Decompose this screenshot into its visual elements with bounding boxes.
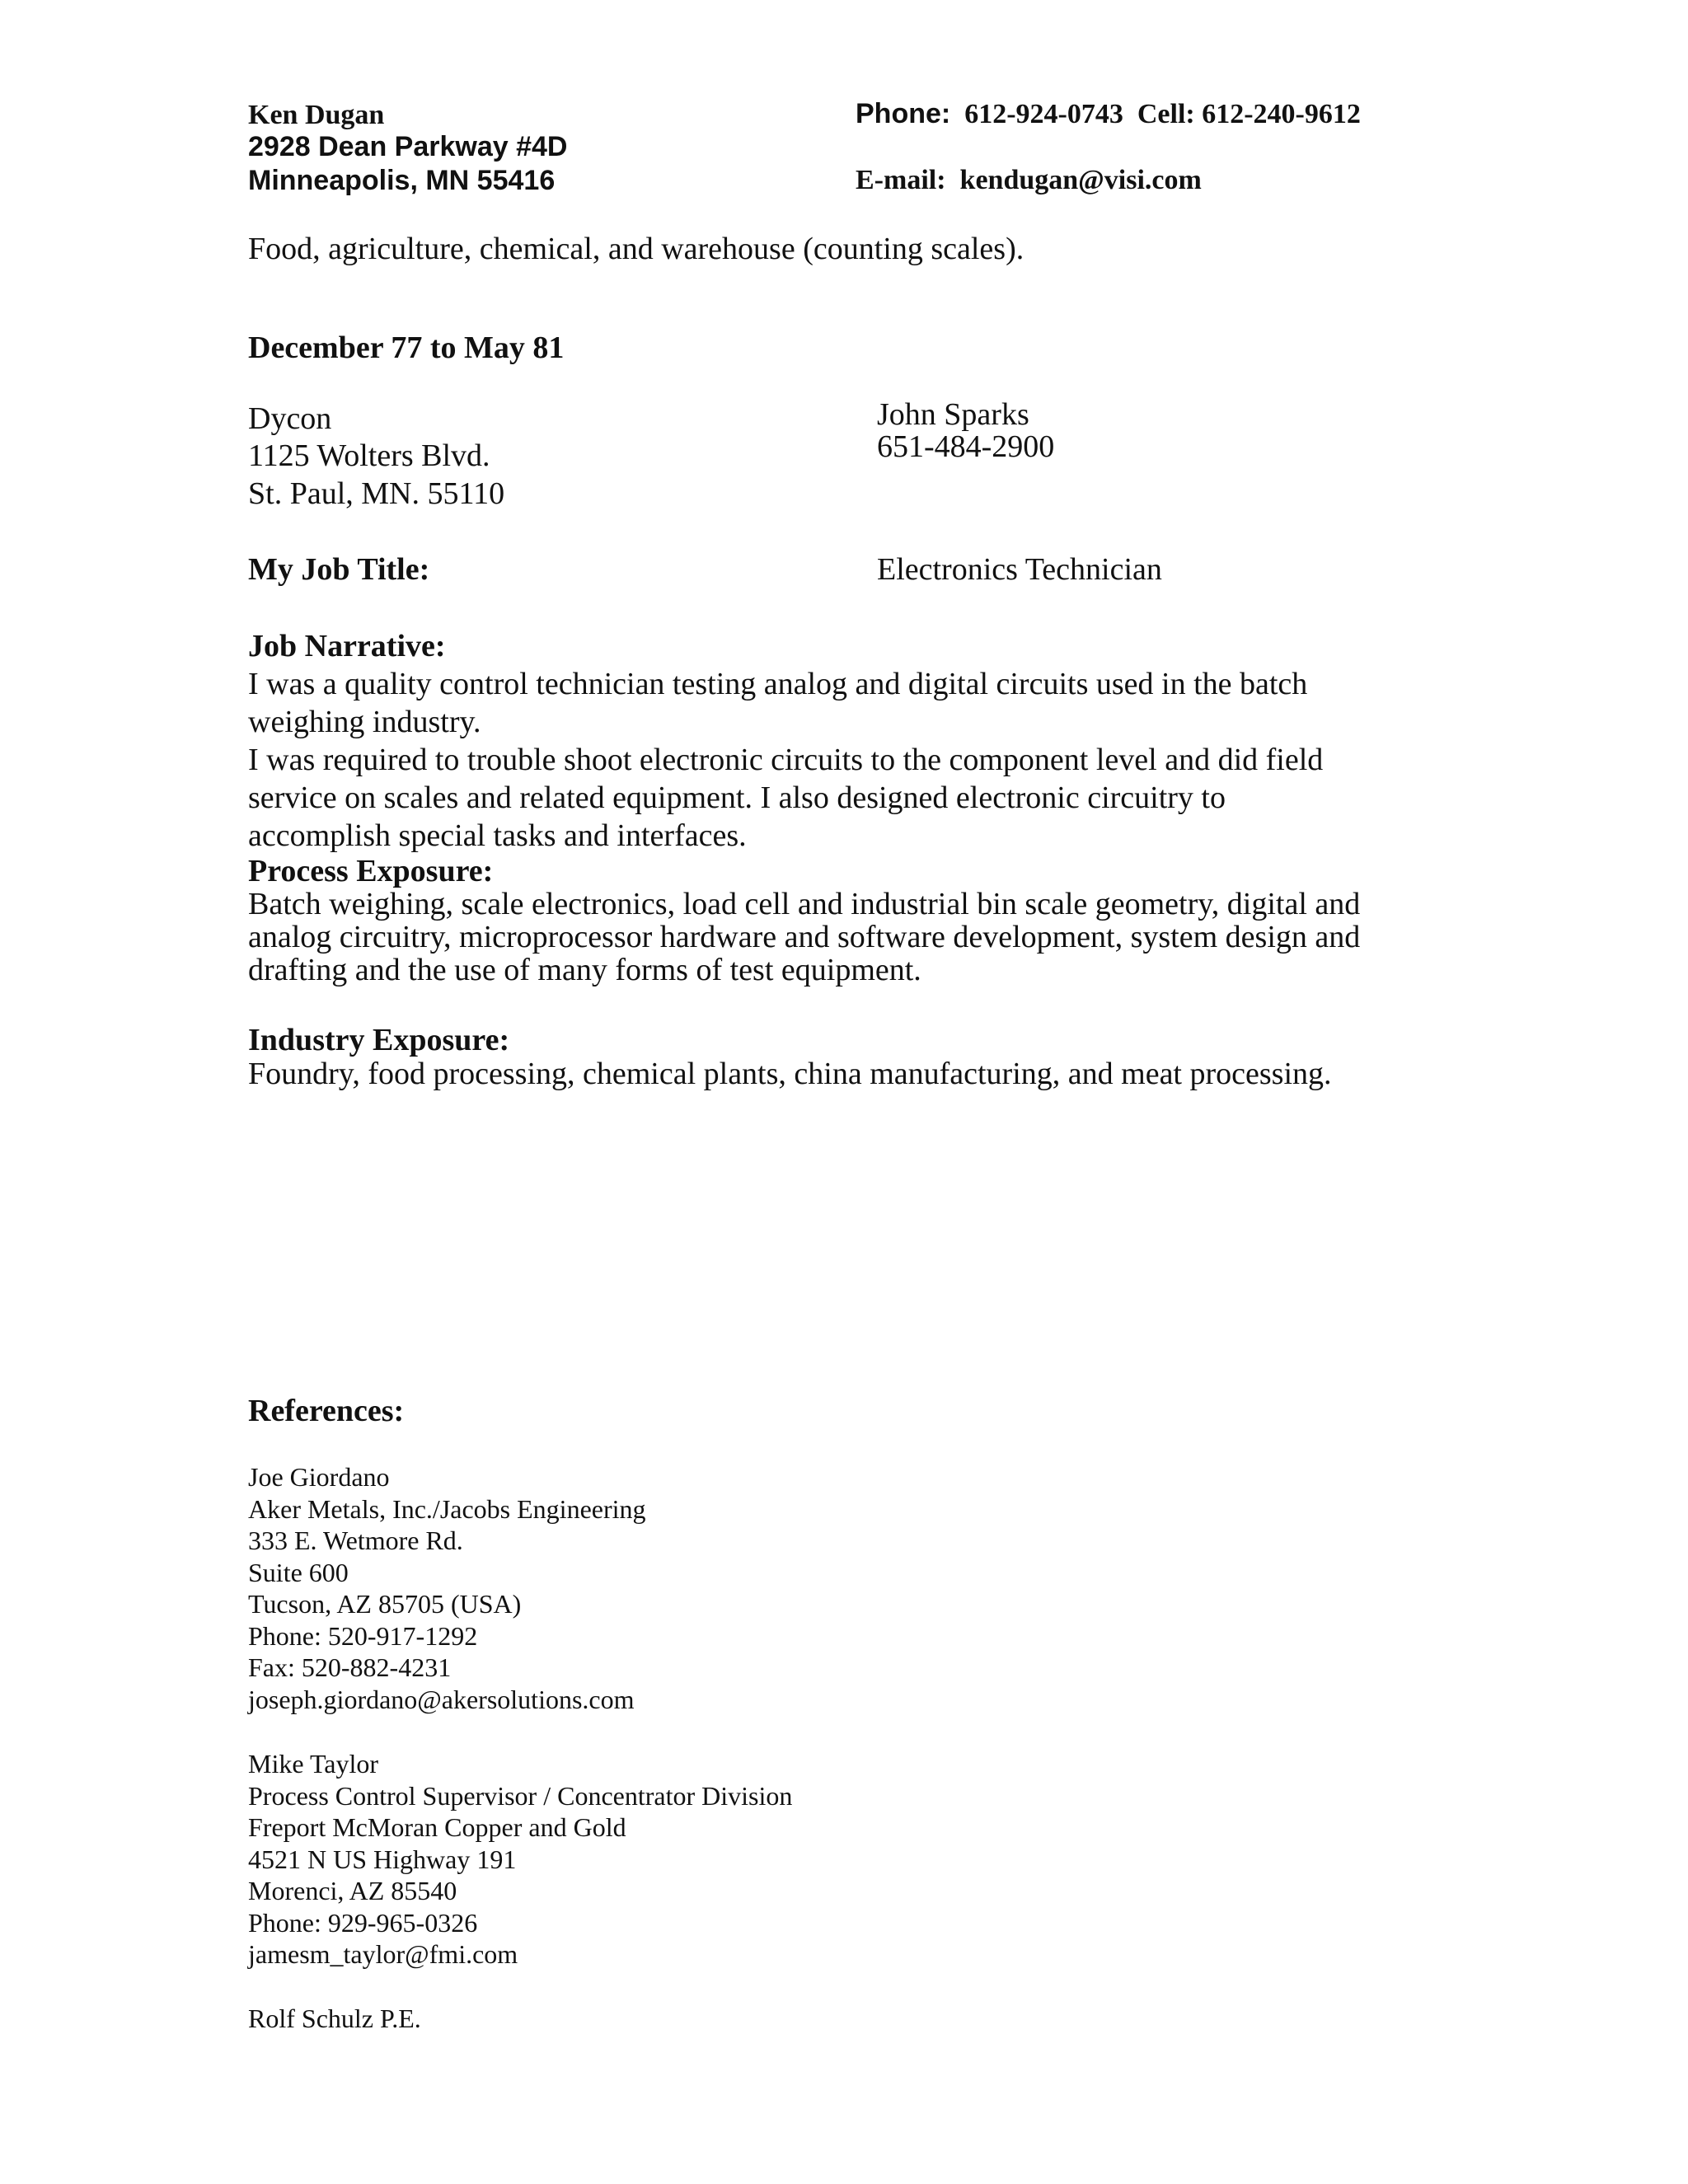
reference-taylor bbox=[248, 1748, 792, 1971]
cell-label: Cell: bbox=[1137, 99, 1195, 129]
reference-name: Mike Taylor bbox=[248, 1749, 379, 1779]
process-line: drafting and the use of many forms of test equipment. bbox=[248, 953, 921, 987]
reference-name: Rolf Schulz P.E. bbox=[248, 2004, 421, 2033]
job-dates: December 77 to May 81 bbox=[248, 330, 565, 365]
narrative-line: I was required to trouble shoot electronic circuits to the component level and did field bbox=[248, 743, 1324, 777]
reference-line: 333 E. Wetmore Rd. bbox=[248, 1526, 463, 1555]
contact-phone: 651-484-2900 bbox=[877, 429, 1055, 464]
process-exposure-text bbox=[248, 888, 1435, 987]
reference-line: Freport McMoran Copper and Gold bbox=[248, 1812, 626, 1842]
job-narrative-text bbox=[248, 665, 1435, 855]
reference-line: Phone: 520-917-1292 bbox=[248, 1620, 478, 1651]
reference-line: Phone: 929-965-0326 bbox=[248, 1907, 478, 1938]
phone-number: 612-924-0743 bbox=[964, 99, 1123, 129]
reference-line: Fax: 520-882-4231 bbox=[248, 1652, 452, 1682]
reference-name: Joe Giordano bbox=[248, 1462, 390, 1492]
phone-label: Phone: bbox=[856, 98, 951, 129]
email-address[interactable]: kendugan@visi.com bbox=[959, 165, 1202, 195]
email-row bbox=[856, 164, 1202, 197]
reference-line: Tucson, AZ 85705 (USA) bbox=[248, 1589, 522, 1619]
narrative-line: I was a quality control technician testing analog and digital circuits used in the batch bbox=[248, 667, 1308, 701]
narrative-line: service on scales and related equipment. I also designed electronic circuitry to bbox=[248, 780, 1226, 815]
phone-row bbox=[856, 97, 1361, 131]
contact-name: John Sparks bbox=[877, 397, 1029, 432]
company-address-1: 1125 Wolters Blvd. bbox=[248, 438, 490, 473]
reference-line: Aker Metals, Inc./Jacobs Engineering bbox=[248, 1493, 646, 1524]
company-address-2: St. Paul, MN. 55110 bbox=[248, 476, 505, 511]
reference-line: Suite 600 bbox=[248, 1557, 349, 1587]
company-name: Dycon bbox=[248, 401, 332, 436]
reference-email[interactable]: joseph.giordano@akersolutions.com bbox=[248, 1684, 635, 1714]
job-narrative-label: Job Narrative: bbox=[248, 629, 446, 663]
reference-schulz bbox=[248, 2003, 421, 2035]
process-line: analog circuitry, microprocessor hardware and software development, system design and bbox=[248, 920, 1361, 954]
process-exposure-label: Process Exposure: bbox=[248, 854, 494, 888]
intro-line: Food, agriculture, chemical, and warehouse (counting scales). bbox=[248, 232, 1025, 266]
references-heading: References: bbox=[248, 1394, 405, 1428]
narrative-line: accomplish special tasks and interfaces. bbox=[248, 818, 747, 853]
reference-email[interactable]: jamesm_taylor@fmi.com bbox=[248, 1939, 518, 1969]
process-line: Batch weighing, scale electronics, load cell and industrial bin scale geometry, digital and bbox=[248, 887, 1361, 921]
industry-exposure-label: Industry Exposure: bbox=[248, 1023, 510, 1057]
address-line-1: 2928 Dean Parkway #4D bbox=[248, 131, 568, 162]
email-label: E-mail: bbox=[856, 165, 946, 195]
address-line-2: Minneapolis, MN 55416 bbox=[248, 165, 556, 196]
reference-giordano bbox=[248, 1461, 646, 1715]
reference-line: 4521 N US Highway 191 bbox=[248, 1844, 517, 1874]
resume-name: Ken Dugan bbox=[248, 100, 385, 130]
reference-line: Morenci, AZ 85540 bbox=[248, 1876, 457, 1905]
job-title-value: Electronics Technician bbox=[877, 552, 1162, 587]
reference-line: Process Control Supervisor / Concentrator Division bbox=[248, 1780, 793, 1811]
narrative-line: weighing industry. bbox=[248, 705, 481, 739]
cell-number: 612-240-9612 bbox=[1202, 99, 1361, 129]
job-title-label: My Job Title: bbox=[248, 552, 430, 587]
industry-exposure-text: Foundry, food processing, chemical plants, china manufacturing, and meat processing. bbox=[248, 1057, 1332, 1091]
